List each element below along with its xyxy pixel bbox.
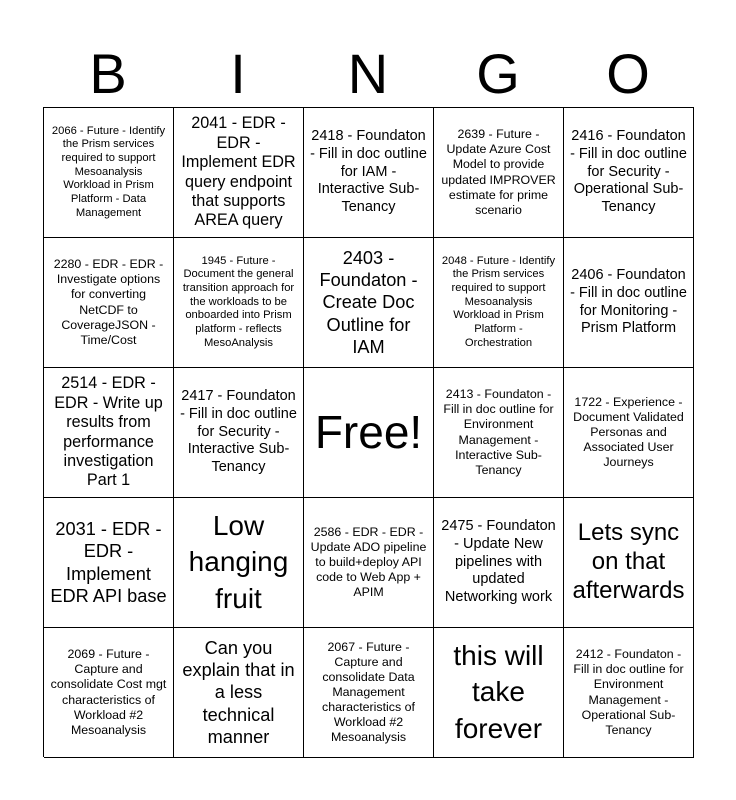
bingo-cell-r1c5[interactable]: 2416 - Foundaton - Fill in doc outline for Security - Operational Sub-Tenancy — [564, 108, 694, 238]
bingo-cell-r4c1[interactable]: 2031 - EDR - EDR - Implement EDR API base — [44, 498, 174, 628]
bingo-cell-r4c4[interactable]: 2475 - Foundaton - Update New pipelines with updated Networking work — [434, 498, 564, 628]
bingo-cell-r2c2[interactable]: 1945 - Future - Document the general transition approach for the workloads to be onboarded into Prism platform - reflects MesoAnalysis — [174, 238, 304, 368]
bingo-cell-r1c2[interactable]: 2041 - EDR - EDR - Implement EDR query endpoint that supports AREA query — [174, 108, 304, 238]
bingo-cell-r5c3[interactable]: 2067 - Future - Capture and consolidate Data Management characteristics of Workload #2 Mesoanalysis — [304, 628, 434, 758]
bingo-cell-r5c5[interactable]: 2412 - Foundaton - Fill in doc outline for Environment Management - Operational Sub-Tenancy — [564, 628, 694, 758]
bingo-header — [43, 42, 693, 106]
bingo-cell-r4c5[interactable]: Lets sync on that afterwards — [564, 498, 694, 628]
bingo-cell-r5c1[interactable]: 2069 - Future - Capture and consolidate Cost mgt characteristics of Workload #2 Mesoanalysis — [44, 628, 174, 758]
bingo-cell-r2c3[interactable]: 2403 - Foundaton - Create Doc Outline for IAM — [304, 238, 434, 368]
bingo-cell-r4c3[interactable]: 2586 - EDR - EDR - Update ADO pipeline to build+deploy API code to Web App + APIM — [304, 498, 434, 628]
header-letter-n: N — [347, 42, 389, 105]
bingo-board — [43, 107, 694, 757]
bingo-cell-r5c2[interactable]: Can you explain that in a less technical manner — [174, 628, 304, 758]
bingo-cell-r3c2[interactable]: 2417 - Foundaton - Fill in doc outline for Security - Interactive Sub-Tenancy — [174, 368, 304, 498]
bingo-cell-r1c1[interactable]: 2066 - Future - Identify the Prism services required to support Mesoanalysis Workload in Prism Platform - Data Management — [44, 108, 174, 238]
bingo-cell-r5c4[interactable]: this will take forever — [434, 628, 564, 758]
header-letter-i: I — [230, 42, 246, 105]
bingo-cell-r1c4[interactable]: 2639 - Future - Update Azure Cost Model to provide updated IMPROVER estimate for prime scenario — [434, 108, 564, 238]
free-space[interactable]: Free! — [304, 368, 434, 498]
bingo-cell-r2c1[interactable]: 2280 - EDR - EDR - Investigate options for converting NetCDF to CoverageJSON - Time/Cost — [44, 238, 174, 368]
header-letter-o: O — [606, 42, 650, 105]
bingo-cell-r3c5[interactable]: 1722 - Experience - Document Validated Personas and Associated User Journeys — [564, 368, 694, 498]
header-letter-b: B — [89, 42, 127, 105]
bingo-cell-r1c3[interactable]: 2418 - Foundaton - Fill in doc outline for IAM - Interactive Sub-Tenancy — [304, 108, 434, 238]
header-letter-g: G — [476, 42, 520, 105]
bingo-cell-r2c4[interactable]: 2048 - Future - Identify the Prism services required to support Mesoanalysis Workload in Prism Platform - Orchestration — [434, 238, 564, 368]
bingo-cell-r3c4[interactable]: 2413 - Foundaton - Fill in doc outline for Environment Management - Interactive Sub-Tenancy — [434, 368, 564, 498]
bingo-cell-r2c5[interactable]: 2406 - Foundaton - Fill in doc outline for Monitoring - Prism Platform — [564, 238, 694, 368]
bingo-cell-r3c1[interactable]: 2514 - EDR - EDR - Write up results from performance investigation Part 1 — [44, 368, 174, 498]
bingo-cell-r4c2[interactable]: Low hanging fruit — [174, 498, 304, 628]
